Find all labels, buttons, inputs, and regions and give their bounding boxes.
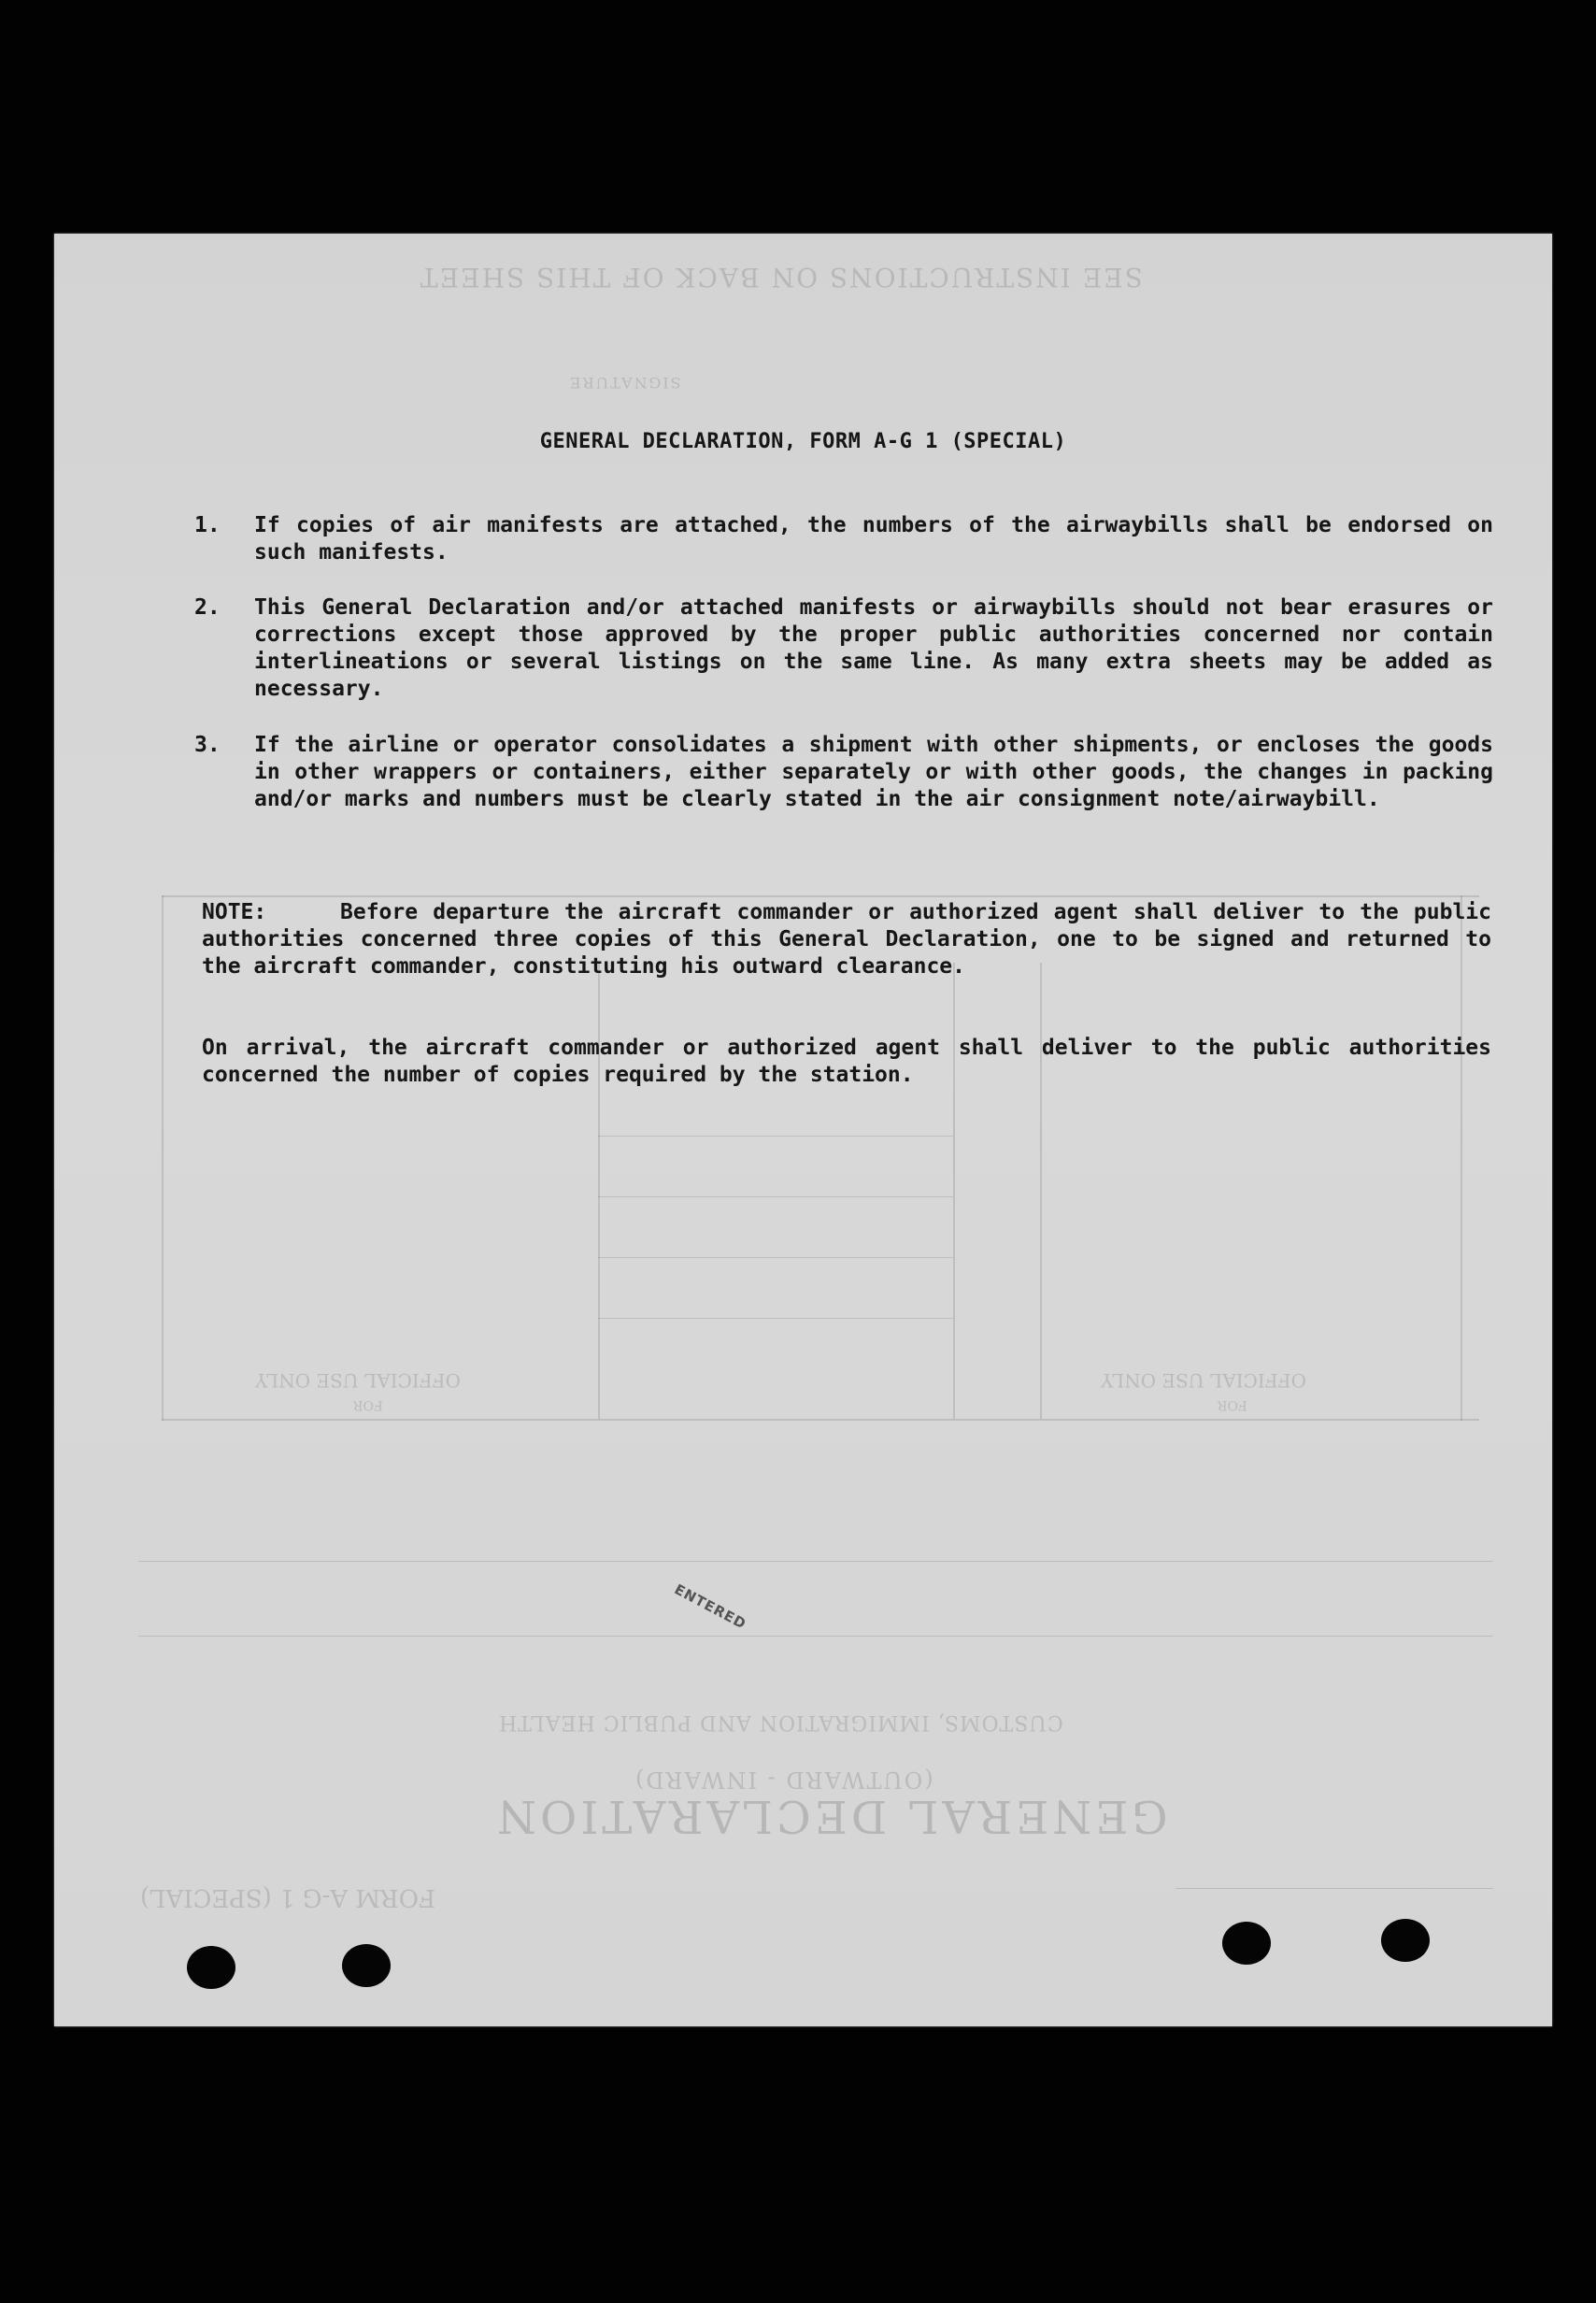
- ghost-for-left: FOR: [353, 1397, 383, 1412]
- ghost-official-left: OFFICIAL USE ONLY: [255, 1369, 461, 1392]
- punch-hole-3: [1222, 1922, 1271, 1965]
- item-text: If the airline or operator consolidates a shipment with other shipments, or encloses the goods in other wrappers or containers, either separately or with other goods, the changes in packing and/or marks and numbers must be clearly stated in the air consignment note/airwaybill.: [254, 733, 1493, 811]
- document-content: [54, 234, 1552, 2026]
- document-sheet: [54, 234, 1552, 2026]
- ghost-heading-agency: CUSTOMS, IMMIGRATION AND PUBLIC HEALTH: [498, 1710, 1063, 1734]
- instruction-item-2: [194, 594, 1493, 703]
- entered-stamp: ENTERED: [671, 1581, 749, 1633]
- punch-hole-4: [1381, 1919, 1430, 1962]
- item-number: 1.: [194, 513, 221, 537]
- ghost-signature: SIGNATURE: [568, 374, 681, 392]
- ghost-for-right: FOR: [1218, 1397, 1247, 1412]
- instruction-item-1: [194, 512, 1493, 566]
- ghost-heading-sub: (OUTWARD - INWARD): [634, 1767, 933, 1793]
- item-number: 2.: [194, 595, 221, 620]
- item-number: 3.: [194, 733, 221, 757]
- ghost-form-ref: FORM A-G 1 (SPECIAL): [140, 1883, 435, 1911]
- ghost-top-heading: SEE INSTRUCTIONS ON BACK OF THIS SHEET: [419, 262, 1143, 293]
- note-paragraph: [202, 899, 1491, 980]
- arrival-paragraph: On arrival, the aircraft commander or authorized agent shall deliver to the public authorities concerned the number of copies required by the station.: [202, 1036, 1491, 1087]
- ghost-official-right: OFFICIAL USE ONLY: [1101, 1369, 1306, 1392]
- punch-hole-2: [342, 1944, 391, 1987]
- item-text: This General Declaration and/or attached manifests or airwaybills should not bear erasures or corrections except those approved by the proper public authorities concerned nor contain interlineations or several listings on the same line. As many extra sheets may be added as necessary.: [254, 595, 1493, 701]
- document-title: GENERAL DECLARATION, FORM A-G 1 (SPECIAL): [539, 430, 1067, 453]
- instruction-item-3: [194, 732, 1493, 813]
- note-text: Before departure the aircraft commander or authorized agent shall deliver to the public authorities concerned three copies of this General Declaration, one to be signed and returned to the aircraft commander, constituting his outward clearance.: [202, 900, 1491, 979]
- note-label: NOTE:: [202, 900, 267, 924]
- ghost-heading-large: GENERAL DECLARATION: [493, 1790, 1168, 1842]
- punch-hole-1: [187, 1946, 235, 1989]
- item-text: If copies of air manifests are attached, the numbers of the airwaybills shall be endorsed on such manifests.: [254, 513, 1493, 565]
